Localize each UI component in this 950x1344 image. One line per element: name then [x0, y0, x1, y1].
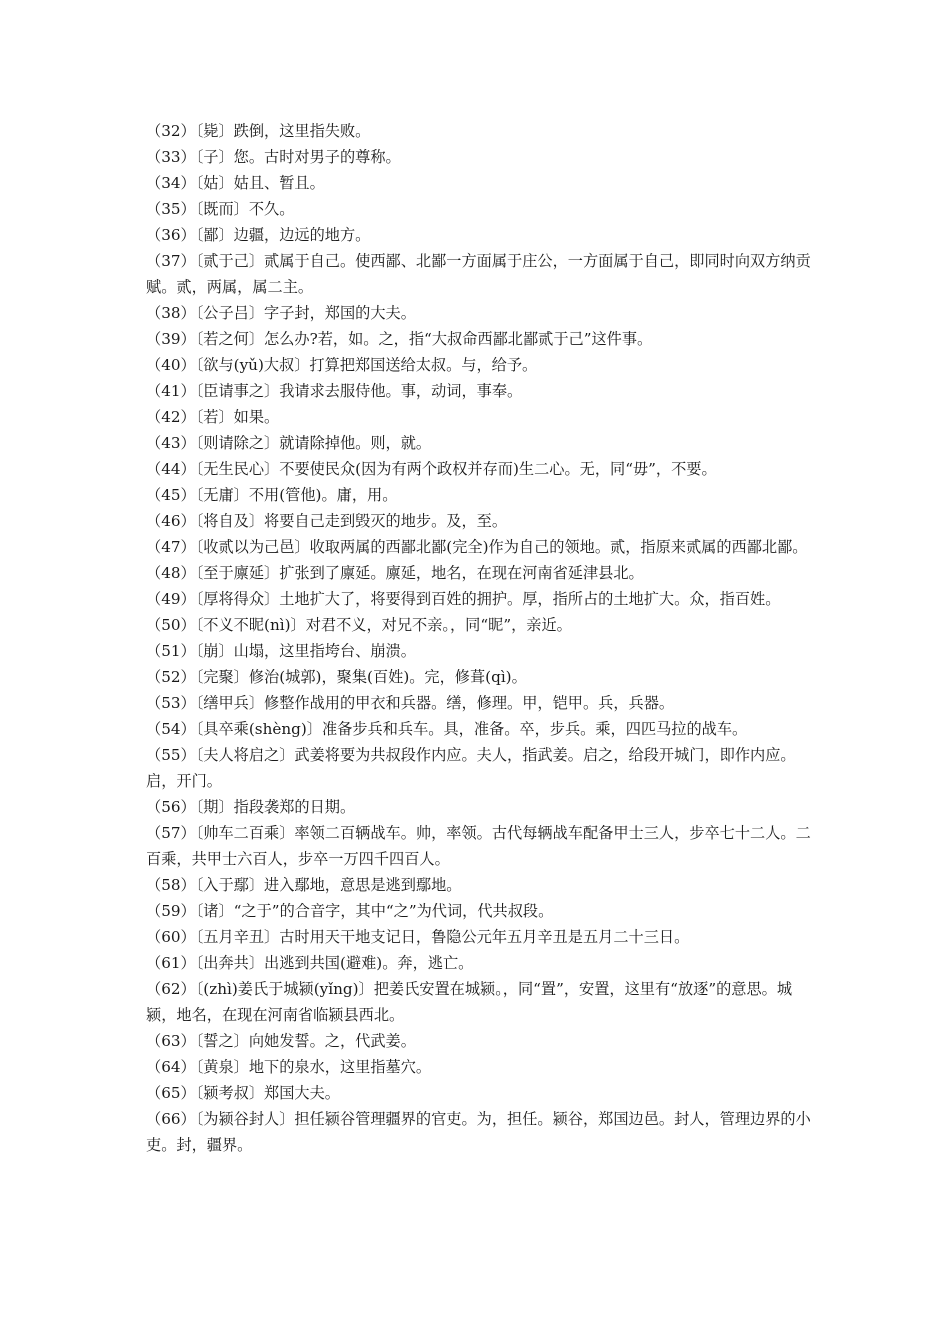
annotation-37: （37）〔贰于己〕贰属于自己。使西鄙、北鄙一方面属于庄公，一方面属于自己，即同时向双方纳贡赋。贰，两属，属二主。: [146, 252, 811, 296]
annotation-51: （51）〔崩〕山塌，这里指垮台、崩溃。: [146, 642, 416, 660]
annotation-36: （36）〔鄙〕边疆，边远的地方。: [146, 226, 371, 244]
annotation-52: （52）〔完聚〕修治(城郭)，聚集(百姓)。完，修葺(qì)。: [146, 668, 527, 686]
annotation-32: （32）〔毙〕跌倒，这里指失败。: [146, 122, 371, 140]
annotation-66: （66）〔为颍谷封人〕担任颍谷管理疆界的官吏。为，担任。颍谷，郑国边邑。封人，管理边界的小吏。封，疆界。: [146, 1110, 811, 1154]
annotation-55: （55）〔夫人将启之〕武姜将要为共叔段作内应。夫人，指武姜。启之，给段开城门，即作内应。启，开门。: [146, 746, 796, 790]
annotation-40: （40）〔欲与(yǔ)大叔〕打算把郑国送给太叔。与，给予。: [146, 356, 538, 374]
annotation-39: （39）〔若之何〕怎么办?若，如。之，指“大叔命西鄙北鄙贰于己”这件事。: [146, 330, 653, 348]
annotation-64: （64）〔黄泉〕地下的泉水，这里指墓穴。: [146, 1058, 432, 1076]
annotation-44: （44）〔无生民心〕不要使民众(因为有两个政权并存而)生二心。无，同“毋”，不要。: [146, 460, 717, 478]
annotation-49: （49）〔厚将得众〕土地扩大了，将要得到百姓的拥护。厚，指所占的土地扩大。众，指百姓。: [146, 590, 781, 608]
annotation-50: （50）〔不义不昵(nì)〕对君不义，对兄不亲。，同“昵”，亲近。: [146, 616, 572, 634]
annotation-34: （34）〔姑〕姑且、暂且。: [146, 174, 325, 192]
annotation-46: （46）〔将自及〕将要自己走到毁灭的地步。及，至。: [146, 512, 508, 530]
annotation-35: （35）〔既而〕不久。: [146, 200, 295, 218]
annotation-33: （33）〔子〕您。古时对男子的尊称。: [146, 148, 401, 166]
annotation-43: （43）〔则请除之〕就请除掉他。则，就。: [146, 434, 432, 452]
annotation-47: （47）〔收贰以为己邑〕收取两属的西鄙北鄙(完全)作为自己的领地。贰，指原来贰属的西鄙北鄙。: [146, 538, 808, 556]
annotation-61: （61）〔出奔共〕出逃到共国(避难)。奔，逃亡。: [146, 954, 474, 972]
annotation-48: （48）〔至于廪延〕扩张到了廪延。廪延，地名，在现在河南省延津县北。: [146, 564, 644, 582]
annotation-45: （45）〔无庸〕不用(管他)。庸，用。: [146, 486, 398, 504]
annotation-58: （58）〔入于鄢〕进入鄢地，意思是逃到鄢地。: [146, 876, 462, 894]
annotation-62: （62）〔(zhì)姜氏于城颍(yǐng)〕把姜氏安置在城颍。，同“置”，安置，这里有“放逐”的意思。城颍，地名，在现在河南省临颍县西北。: [146, 980, 793, 1024]
annotation-57: （57）〔帅车二百乘〕率领二百辆战车。帅，率领。古代每辆战车配备甲士三人，步卒七十二人。二百乘，共甲士六百人，步卒一万四千四百人。: [146, 824, 811, 868]
annotation-54: （54）〔具卒乘(shèng)〕准备步兵和兵车。具，准备。卒，步兵。乘，四匹马拉的战车。: [146, 720, 748, 738]
annotation-59: （59）〔诸〕“之于”的合音字，其中“之”为代词，代共叔段。: [146, 902, 554, 920]
annotation-38: （38）〔公子吕〕字子封，郑国的大夫。: [146, 304, 416, 322]
document-page: [146, 118, 814, 1158]
annotation-65: （65）〔颍考叔〕郑国大夫。: [146, 1084, 340, 1102]
annotation-41: （41）〔臣请事之〕我请求去服侍他。事，动词，事奉。: [146, 382, 523, 400]
annotation-63: （63）〔誓之〕向她发誓。之，代武姜。: [146, 1032, 416, 1050]
annotation-42: （42）〔若〕如果。: [146, 408, 280, 426]
annotation-56: （56）〔期〕指段袭郑的日期。: [146, 798, 356, 816]
annotation-60: （60）〔五月辛丑〕古时用天干地支记日，鲁隐公元年五月辛丑是五月二十三日。: [146, 928, 690, 946]
annotation-53: （53）〔缮甲兵〕修整作战用的甲衣和兵器。缮，修理。甲，铠甲。兵，兵器。: [146, 694, 675, 712]
